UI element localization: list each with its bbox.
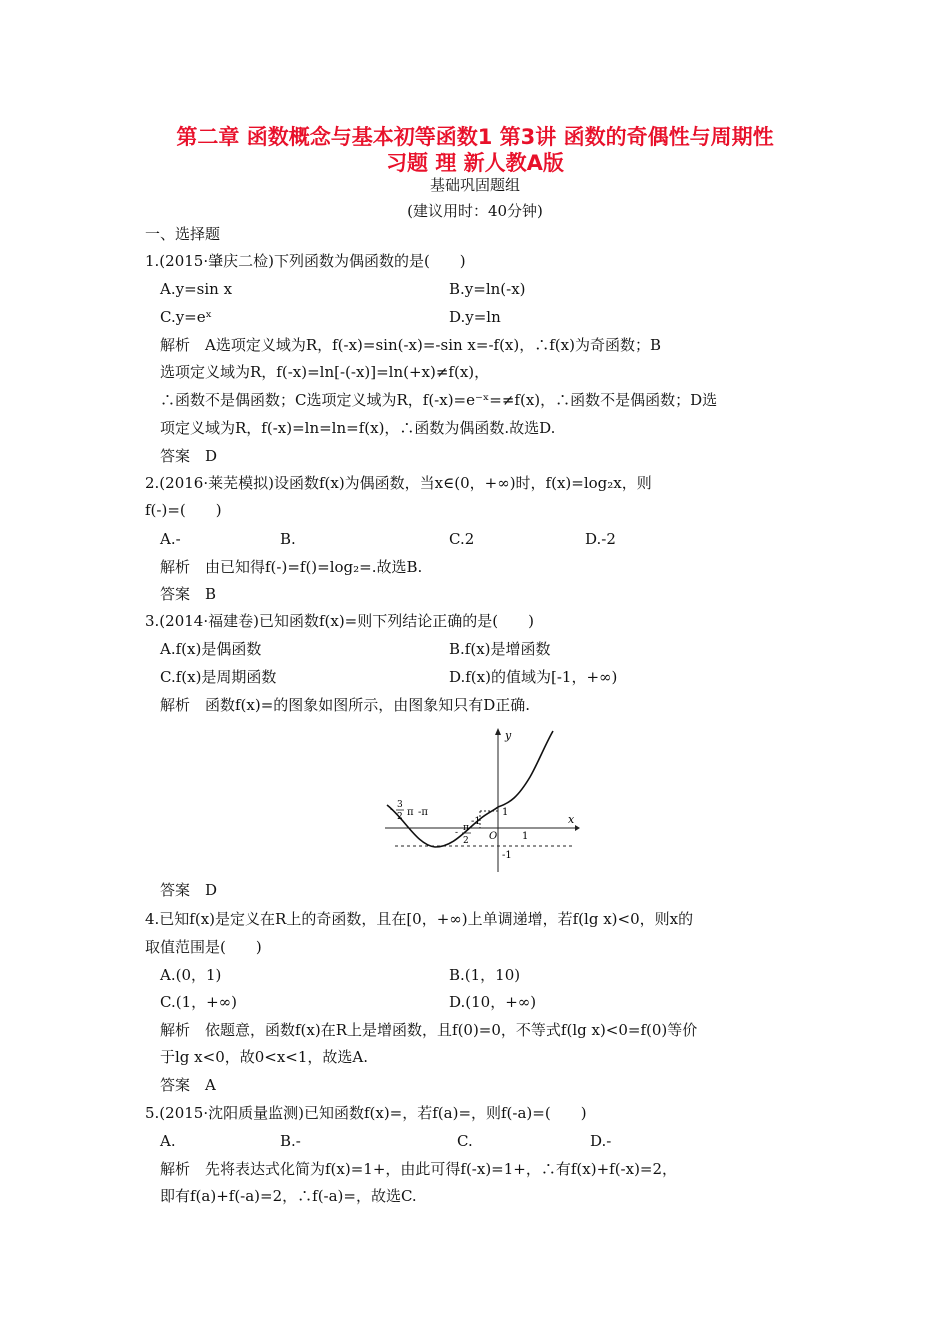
section-heading: 一、选择题 [145, 225, 221, 243]
q2-option-c: C.2 [449, 530, 475, 548]
label-pi: π [407, 807, 414, 818]
q3-stem: 3.(2014·福建卷)已知函数f(x)=则下列结论正确的是( ) [145, 612, 534, 630]
q4-option-c: C.(1，+∞) [160, 993, 238, 1011]
q1-option-b: B.y=ln(-x) [449, 280, 526, 298]
q3-option-c: C.f(x)是周期函数 [160, 668, 277, 686]
q4-option-b: B.(1，10) [449, 966, 521, 984]
q2-stem-1: 2.(2016·莱芜模拟)设函数f(x)为偶函数，当x∈(0，+∞)时，f(x)=log₂x，则 [145, 474, 652, 492]
q2-answer: 答案 B [160, 585, 217, 603]
curve-right [498, 731, 553, 807]
q5-option-c: C. [457, 1132, 473, 1150]
q5-stem: 5.(2015·沈阳质量监测)已知函数f(x)=，若f(a)=，则f(-a)=( ) [145, 1104, 587, 1122]
label-two: 2 [397, 812, 403, 822]
q1-analysis-2: 选项定义域为R，f(-x)=ln[-(-x)]=ln(+x)≠f(x)， [160, 363, 490, 381]
label-pi-2: π [463, 823, 469, 833]
q3-option-b: B.f(x)是增函数 [449, 640, 551, 658]
q4-option-d: D.(10，+∞) [449, 993, 537, 1011]
y-axis-arrow [495, 728, 501, 735]
q5-analysis-1: 解析 先将表达式化简为f(x)=1+，由此可得f(-x)=1+，∴有f(x)+f(-x)=2， [160, 1160, 678, 1178]
q5-option-b: B.- [280, 1132, 301, 1150]
q2-stem-2: f(-)=( ) [145, 501, 222, 519]
x-axis-arrow [575, 825, 580, 831]
label-x-neg1: -1 [471, 816, 481, 827]
q1-option-c: C.y=eˣ [160, 308, 212, 326]
label-x: x [568, 813, 575, 826]
q4-analysis-2: 于lg x<0，故0<x<1，故选A. [160, 1048, 369, 1066]
label-y-neg1: -1 [502, 850, 512, 861]
q1-analysis-3: ∴函数不是偶函数；C选项定义域为R，f(-x)=e⁻ˣ=≠f(x)，∴函数不是偶函数；D选 [160, 391, 718, 409]
q2-option-d: D.-2 [585, 530, 616, 548]
q5-option-d: D.- [590, 1132, 612, 1150]
q1-stem: 1.(2015·肇庆二检)下列函数为偶函数的是( ) [145, 252, 466, 270]
label-neg-pi: -π [418, 807, 428, 818]
doc-title-line1: 第二章 函数概念与基本初等函数1 第3讲 函数的奇偶性与周期性 [176, 125, 774, 149]
q4-option-a: A.(0，1) [160, 966, 222, 984]
label-origin: O [489, 831, 498, 842]
label-minus-2: - [455, 828, 459, 838]
label-two-2: 2 [463, 836, 469, 846]
q2-option-b: B. [280, 530, 296, 548]
q3-option-d: D.f(x)的值域为[-1，+∞) [449, 668, 618, 686]
doc-title-line2: 习题 理 新人教A版 [386, 151, 564, 175]
function-graph-figure [385, 727, 580, 872]
q3-answer: 答案 D [160, 881, 218, 899]
q1-analysis-1: 解析 A选项定义域为R，f(-x)=sin(-x)=-sin x=-f(x)，∴f(x)为奇函数；B [160, 336, 661, 354]
q2-analysis: 解析 由已知得f(-)=f()=log₂=.故选B. [160, 558, 423, 576]
q4-stem-2: 取值范围是( ) [145, 938, 262, 956]
q1-answer: 答案 D [160, 447, 218, 465]
label-x-one: 1 [522, 831, 529, 842]
q1-option-d: D.y=ln [449, 308, 501, 326]
q4-answer: 答案 A [160, 1076, 216, 1094]
label-y-one: 1 [502, 807, 509, 818]
subtitle: 基础巩固题组 [429, 176, 520, 194]
q3-analysis: 解析 函数f(x)=的图象如图所示，由图象知只有D正确. [160, 696, 531, 714]
q5-option-a: A. [160, 1132, 176, 1150]
q4-analysis-1: 解析 依题意，函数f(x)在R上是增函数，且f(0)=0，不等式f(lg x)<0=f(0)等价 [160, 1021, 698, 1039]
label-three: 3 [397, 800, 403, 810]
label-minus: - [390, 805, 394, 815]
label-y: y [505, 729, 512, 742]
q1-option-a: A.y=sin x [160, 280, 233, 298]
q2-option-a: A.- [160, 530, 181, 548]
q3-option-a: A.f(x)是偶函数 [160, 640, 262, 658]
q4-stem-1: 4.已知f(x)是定义在R上的奇函数，且在[0，+∞)上单调递增，若f(lg x)<0，则x的 [145, 910, 694, 928]
q1-analysis-4: 项定义域为R，f(-x)=ln=ln=f(x)，∴函数为偶函数.故选D. [160, 419, 556, 437]
q5-analysis-2: 即有f(a)+f(-a)=2，∴f(-a)=，故选C. [160, 1187, 417, 1205]
time-note: (建议用时：40分钟) [407, 202, 543, 220]
